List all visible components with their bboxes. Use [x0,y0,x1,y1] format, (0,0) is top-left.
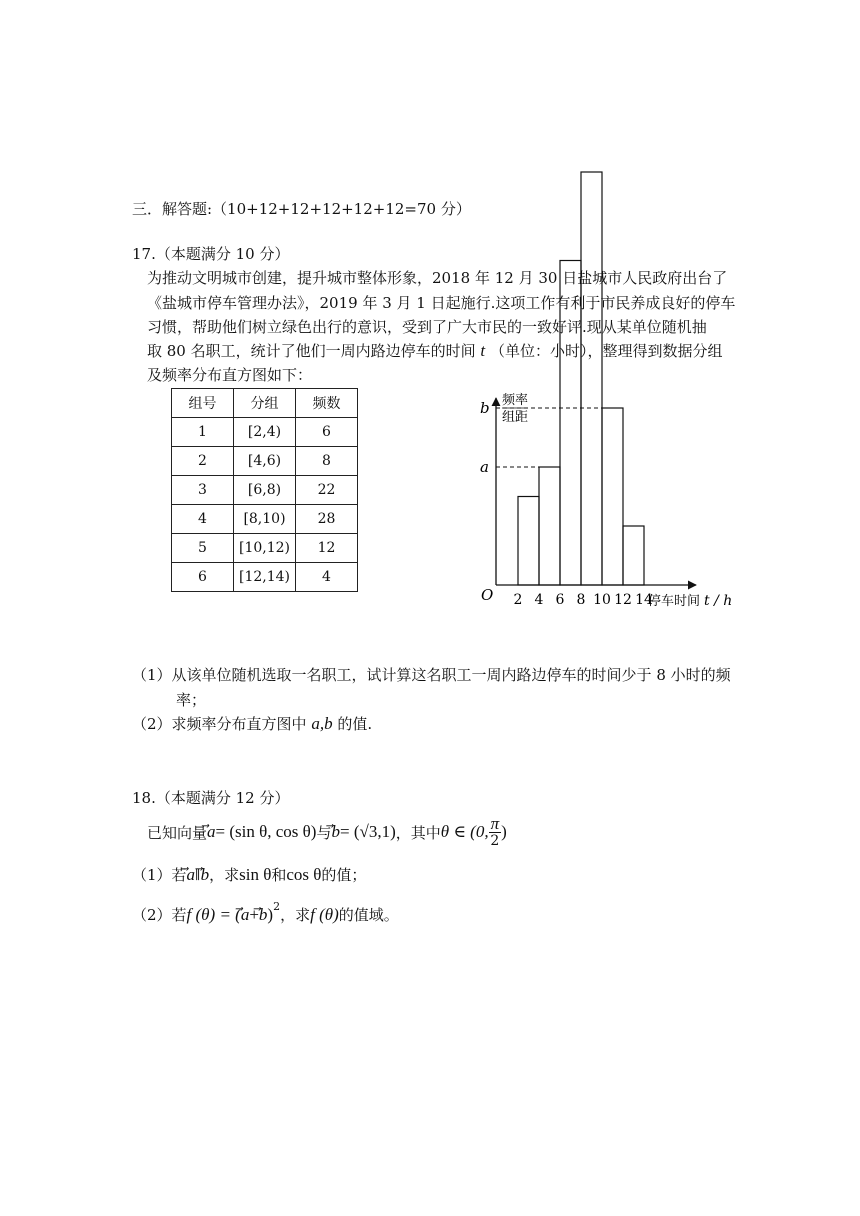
reference-label: a [480,458,489,476]
q18-conj: 与 [316,823,332,842]
table-row [172,447,358,476]
table-cell: 6 [172,563,234,592]
x-tick-label: 8 [576,592,586,608]
q18-part1-post: ，求 [209,866,240,884]
q17-part2 [132,713,372,734]
table-header-cell: 分组 [234,389,296,418]
vector-a [187,865,196,885]
x-tick-label: 4 [534,592,544,608]
table-cell: [6,8) [234,476,296,505]
table-cell: 6 [296,418,358,447]
pi-symbol: π [490,813,500,833]
cos-theta: cos θ [286,864,322,884]
q18-intro-mid: ，其中 [395,823,441,842]
x-axis-unit: t / h [704,593,733,609]
x-tick-label: 10 [593,592,611,608]
q18-intro-pre: 已知向量 [147,823,208,842]
table-cell: 5 [172,534,234,563]
sin-theta: sin θ [239,864,272,884]
table-header-cell: 组号 [172,389,234,418]
table-row [172,418,358,447]
x-tick-label: 12 [614,592,632,608]
vector-a-letter: a [186,864,196,884]
f-theta-expr: f (θ) = ( [186,904,241,924]
vector-a-letter: a [240,904,250,924]
x-tick-label: 14 [635,592,653,608]
reference-label: b [480,399,490,417]
table-cell: 4 [172,505,234,534]
q18-part2-end: 的值域。 [338,906,399,924]
table-row [172,476,358,505]
q17-part1-line2: 率； [176,691,207,709]
table-cell: 4 [296,563,358,592]
vector-a-definition: = (sin θ, cos θ) [215,822,317,841]
q17-body-line-2: 《盐城市停车管理办法》，2019 年 3 月 1 日起施行.这项工作有利于市民养成良好的停车 [147,294,736,312]
table-cell: [4,6) [234,447,296,476]
q18-part1 [132,864,366,885]
table-row [172,563,358,592]
histogram-bar [539,467,560,585]
q17-part2-post: 的值. [337,715,373,733]
vector-a [241,905,250,925]
vector-b [331,822,340,842]
q17-header: 17.（本题满分 10 分） [132,245,290,263]
histogram-bar [518,497,539,586]
parallel-symbol: ∥ [195,867,201,882]
vector-b-letter: b [258,904,268,924]
histogram-bar [602,408,623,585]
table-header-row [172,389,358,418]
close-paren: ) [501,822,507,841]
plus-sign: + [249,904,259,924]
section-title: 三．解答题:（10+12+12+12+12+12=70 分） [132,200,471,218]
table-row [172,534,358,563]
q17-part2-vars: a,b [311,714,333,733]
q18-part1-pre: （1）若 [132,866,187,884]
x-tick-label: 6 [555,592,565,608]
q17-body-line-3: 习惯，帮助他们树立绿色出行的意识，受到了广大市民的一致好评.现从某单位随机抽 [147,318,707,336]
table-cell: 3 [172,476,234,505]
q17-part2-pre: （2）求频率分布直方图中 [132,715,307,733]
q18-header: 18.（本题满分 12 分） [132,789,290,807]
q18-part2-pre: （2）若 [132,906,187,924]
q17-body-line-1: 为推动文明城市创建，提升城市整体形象，2018 年 12 月 30 日盐城市人民政府出台了 [147,269,728,287]
table-cell: 28 [296,505,358,534]
denominator-two: 2 [490,832,500,849]
histogram-bar [623,526,644,585]
frequency-table [171,388,358,592]
table-cell: 22 [296,476,358,505]
vector-a-letter: a [207,822,216,841]
table-cell: [8,10) [234,505,296,534]
vector-b-definition: = (√3,1) [339,822,396,841]
x-axis-label: 停车时间 [648,594,701,609]
vector-b [201,865,210,885]
vector-b [259,905,268,925]
table-cell: [2,4) [234,418,296,447]
table-cell: [10,12) [234,534,296,563]
square-exponent: 2 [273,900,281,913]
table-header-cell: 频数 [296,389,358,418]
f-theta: f (θ) [310,904,339,924]
q18-part1-end: 的值； [321,866,367,884]
table-cell: 8 [296,447,358,476]
origin-label: O [481,586,494,604]
table-cell: 12 [296,534,358,563]
table-cell: 1 [172,418,234,447]
close-bracket: ) [267,904,274,924]
q17-body-line-5: 及频率分布直方图如下： [147,366,313,384]
y-label-top: 频率 [502,393,529,408]
table-cell: 2 [172,447,234,476]
q17-part1-line1: （1）从该单位随机选取一名职工，试计算这名职工一周内路边停车的时间少于 8 小时的频 [132,666,731,684]
vector-a [207,822,216,842]
variable-t: t [480,341,486,360]
x-tick-label: 2 [513,592,523,608]
q18-part2 [132,900,399,925]
q17-body-line-4-text: 取 80 名职工，统计了他们一周内路边停车的时间 [147,342,476,360]
q17-body-line-4 [147,340,722,361]
theta-interval: θ ∈ (0, [440,822,489,841]
q18-and: 和 [271,866,287,884]
q17-body-line-4-tail: （单位：小时），整理得到数据分组 [489,342,723,360]
q18-part2-mid: ，求 [280,906,311,924]
histogram-bar [581,172,602,585]
table-row [172,505,358,534]
vector-b-letter: b [331,822,340,841]
pi-over-two [489,813,502,849]
y-label-bottom: 组距 [502,410,529,425]
table-cell: [12,14) [234,563,296,592]
q18-intro [147,812,507,852]
vector-b-letter: b [200,864,210,884]
